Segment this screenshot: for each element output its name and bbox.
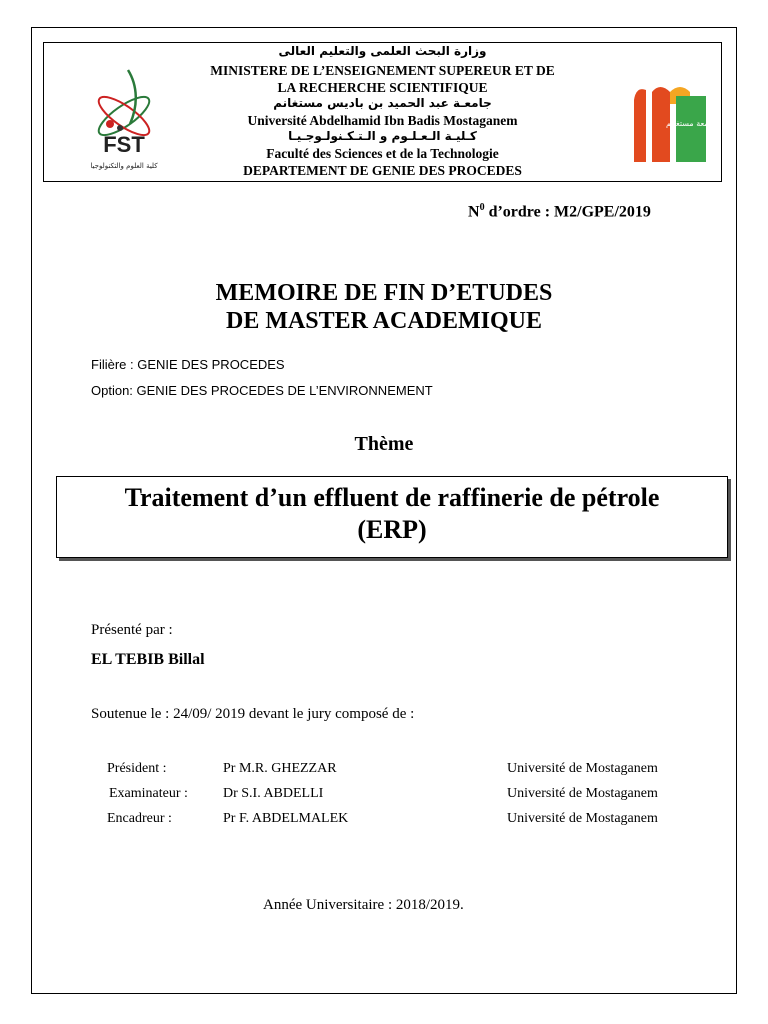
fst-logo-text: FST: [103, 132, 145, 157]
arabic-university: جامعـة عبد الحميد بن باديس مستغانم: [273, 96, 492, 110]
order-value: M2/GPE/2019: [554, 203, 651, 221]
order-number: [468, 202, 651, 221]
jury-institution: Université de Mostaganem: [507, 786, 658, 801]
order-prefix: N: [468, 203, 480, 221]
jury-name: Dr S.I. ABDELLI: [223, 786, 324, 801]
theme-line-2: (ERP): [357, 515, 427, 544]
defense-info: Soutenue le : 24/09/ 2019 devant le jury composé de :: [91, 706, 415, 722]
ministry-line-1: MINISTERE DE L’ENSEIGNEMENT SUPEREUR ET DE: [210, 63, 555, 78]
fst-logo-subtext: كلية العلوم والتكنولوجيا: [90, 162, 158, 170]
theme-line-1: Traitement d’un effluent de raffinerie de pétrole: [124, 483, 660, 512]
title-line-1: MEMOIRE DE FIN D’ETUDES: [215, 280, 553, 306]
order-sup: 0: [479, 202, 485, 213]
arabic-faculty: كـليـة الـعـلـوم و الـتـكـنولـوجـيـا: [288, 129, 477, 143]
author-name: EL TEBIB Billal: [91, 651, 205, 668]
jury-name: Pr M.R. GHEZZAR: [223, 761, 337, 776]
university-mostaganem-logo: [626, 78, 717, 166]
fst-logo: [88, 66, 160, 174]
jury-role: Examinateur :: [109, 786, 188, 801]
title-line-2: DE MASTER ACADEMIQUE: [225, 308, 543, 334]
arabic-ministry: وزارة البحث العلمى والتعليم العالى: [278, 44, 487, 58]
ministry-line-2: LA RECHERCHE SCIENTIFIQUE: [277, 80, 488, 95]
academic-year: Année Universitaire : 2018/2019.: [263, 897, 464, 913]
faculty-name: Faculté des Sciences et de la Technologie: [266, 146, 499, 161]
jury-name: Pr F. ABDELMALEK: [223, 811, 349, 826]
jury-role: Encadreur :: [107, 811, 172, 826]
jury-institution: Université de Mostaganem: [507, 761, 658, 776]
option: Option: GENIE DES PROCEDES DE L’ENVIRONNEMENT: [91, 383, 433, 398]
theme-box: [56, 476, 728, 558]
order-label: d’ordre :: [484, 203, 555, 221]
um-logo-text: جامعة مستغانم: [665, 119, 717, 128]
department-name: DEPARTEMENT DE GENIE DES PROCEDES: [243, 163, 522, 178]
jury-institution: Université de Mostaganem: [507, 811, 658, 826]
presented-by-label: Présenté par :: [91, 622, 173, 638]
university-name: Université Abdelhamid Ibn Badis Mostaganem: [247, 113, 518, 128]
jury-role: Président :: [107, 761, 167, 776]
theme-label: Thème: [354, 433, 414, 455]
filiere: Filière : GENIE DES PROCEDES: [91, 357, 285, 372]
